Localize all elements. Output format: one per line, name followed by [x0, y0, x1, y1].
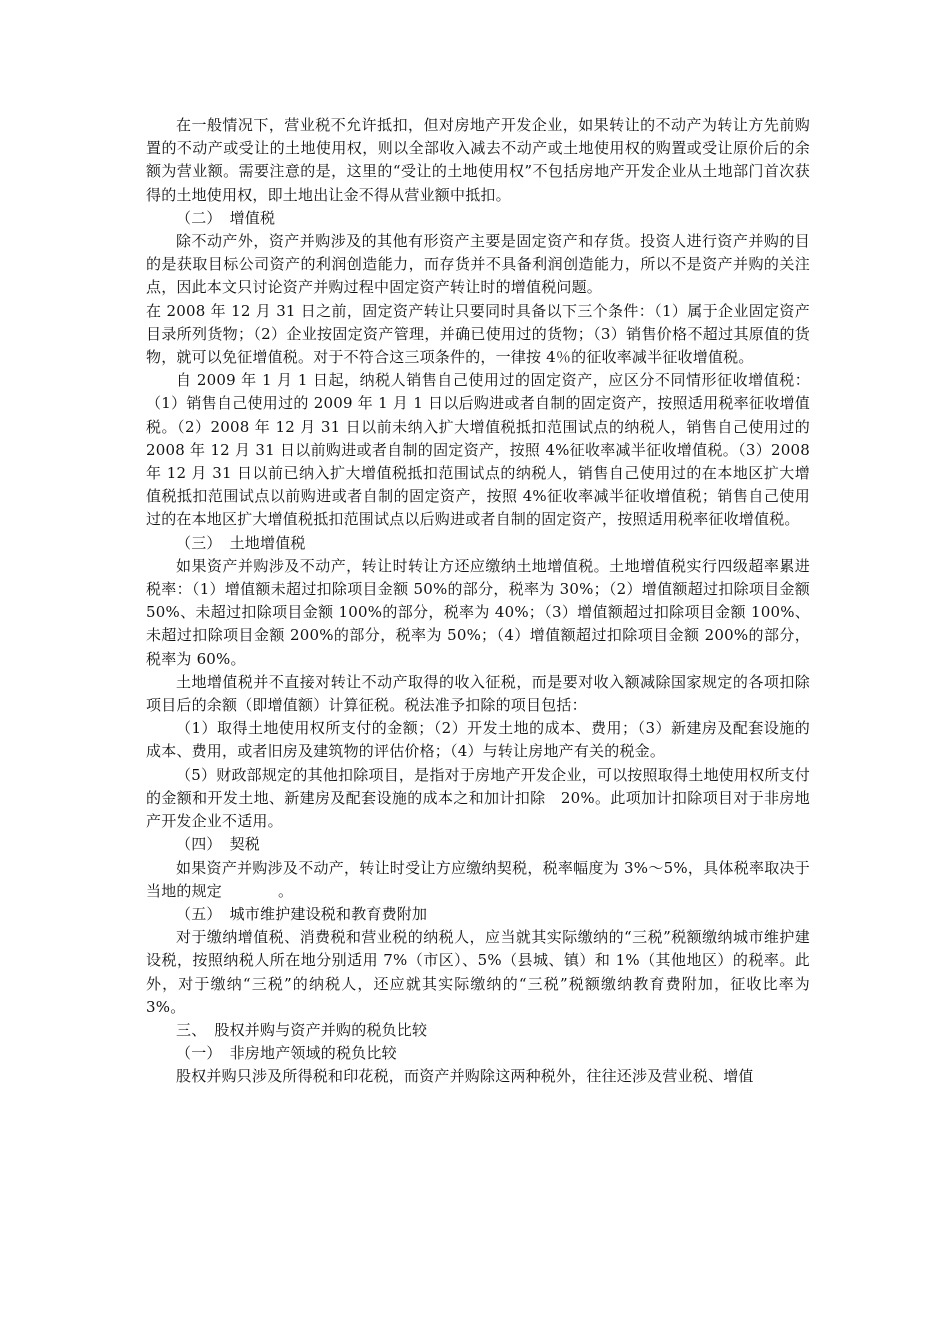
paragraph-land-vat-rates: 如果资产并购涉及不动产，转让时转让方还应缴纳土地增值税。土地增值税实行四级超率累进税率：（1）增值额未超过扣除项目金额 50%的部分，税率为 30%；（2）增值额超过扣除项目金额 50%、未超过扣除项目金额 100%的部分，税率为 40%；（3）增值额超过扣除项目金额 100%、未超过扣除项目金额 200%的部分，税率为 50%；（4）增值额超过扣除项目金额 200%的部分，税率为 60%。	[146, 556, 810, 668]
section-heading-urban-tax	[146, 903, 810, 926]
chapter-heading-comparison	[146, 1019, 810, 1042]
paragraph-urban-tax: 对于缴纳增值税、消费税和营业税的纳税人，应当就其实际缴纳的“三税”税额缴纳城市维护建设税，按照纳税人所在地分别适用 7%（市区）、5%（县城、镇）和 1%（其他地区）的税率。此外，对于缴纳“三税”的纳税人，还应就其实际缴纳的“三税”税额缴纳教育费附加，征收比率为 3%。	[146, 928, 810, 1016]
section-number: （五）	[176, 904, 222, 923]
section-title: 土地增值税	[229, 533, 306, 552]
paragraph-vat-from-2009: 自 2009 年 1 月 1 日起，纳税人销售自己使用过的固定资产，应区分不同情形征收增值税：（1）销售自己使用过的 2009 年 1 月 1 日以后购进或者自制的固定资产，按照适用税率征收增值税。（2）2008 年 12 月 31 日以前未纳入扩大增值税抵扣范围试点的纳税人，销售自己使用过的 2008 年 12 月 31 日以前购进或者自制的固定资产，按照 4%征收率减半征收增值税。（3）2008 年 12 月 31 日以前已纳入扩大增值税抵扣范围试点的纳税人，销售自己使用过的在本地区扩大增值税抵扣范围试点以前购进或者自制的固定资产，按照 4%征收率减半征收增值税；销售自己使用过的在本地区扩大增值税抵扣范围试点以后购进或者自制的固定资产，按照适用税率征收增值税。	[146, 371, 810, 529]
section-title: 增值税	[229, 208, 276, 227]
paragraph-deed-tax-text: 如果资产并购涉及不动产，转让时受让方应缴纳契税，税率幅度为 3%～5%，具体税率取决于当地的规定	[146, 858, 810, 900]
paragraph-business-tax-deduction: 在一般情况下，营业税不允许抵扣，但对房地产开发企业，如果转让的不动产为转让方先前购置的不动产或受让的土地使用权，则以全部收入减去不动产或土地使用权的购置或受让原价后的余额为营业额。需要注意的是，这里的“受让的土地使用权”不包括房地产开发企业从土地部门首次获得的土地使用权，即土地出让金不得从营业额中抵扣。	[146, 116, 810, 204]
paragraph-vat-scope: 除不动产外，资产并购涉及的其他有形资产主要是固定资产和存货。投资人进行资产并购的目的是获取目标公司资产的利润创造能力，而存货并不具备利润创造能力，所以不是资产并购的关注点，因此本文只讨论资产并购过程中固定资产转让时的增值税问题。	[146, 232, 810, 297]
paragraph-other-deductions: （5）财政部规定的其他扣除项目，是指对于房地产开发企业，可以按照取得土地使用权所支付的金额和开发土地、新建房及配套设施的成本之和加计扣除 20%。此项加计扣除项目对于非房地产开发企业不适用。	[146, 765, 810, 831]
section-number: （四）	[176, 835, 222, 854]
section-heading-non-real-estate	[146, 1042, 810, 1065]
section-title: 城市维护建设税和教育费附加	[229, 904, 428, 923]
section-number: （二）	[176, 208, 222, 227]
paragraph-deduction-items: （1）取得土地使用权所支付的金额；（2）开发土地的成本、费用；（3）新建房及配套设施的成本、费用，或者旧房及建筑物的评估价格；（4）与转让房地产有关的税金。	[146, 719, 810, 761]
section-number: （一）	[176, 1044, 222, 1063]
section-title: 非房地产领域的税负比较	[229, 1044, 397, 1063]
paragraph-vat-before-2008: 在 2008 年 12 月 31 日之前，固定资产转让只要同时具备以下三个条件：（1）属于企业固定资产目录所列货物；（2）企业按固定资产管理，并确已使用过的货物；（3）销售价格不超过其原值的货物，就可以免征增值税。对于不符合这三项条件的，一律按 4％的征收率减半征收增值税。	[146, 301, 810, 367]
section-title: 契税	[229, 835, 261, 854]
paragraph-deed-tax-tail: 。	[278, 881, 294, 900]
section-heading-deed-tax	[146, 833, 810, 856]
paragraph-equity-vs-asset: 股权并购只涉及所得税和印花税，而资产并购除这两种税外，往往还涉及营业税、增值	[176, 1067, 754, 1086]
section-heading-vat	[146, 207, 810, 230]
chapter-number: 三、	[176, 1020, 207, 1039]
paragraph-deed-tax	[146, 857, 810, 903]
chapter-title: 股权并购与资产并购的税负比较	[214, 1020, 428, 1039]
section-number: （三）	[176, 533, 222, 552]
document-body	[146, 114, 810, 1089]
section-heading-land-vat	[146, 532, 810, 555]
paragraph-land-vat-base: 土地增值税并不直接对转让不动产取得的收入征税，而是要对收入额减除国家规定的各项扣除项目后的余额（即增值额）计算征税。税法准予扣除的项目包括：	[146, 672, 810, 715]
